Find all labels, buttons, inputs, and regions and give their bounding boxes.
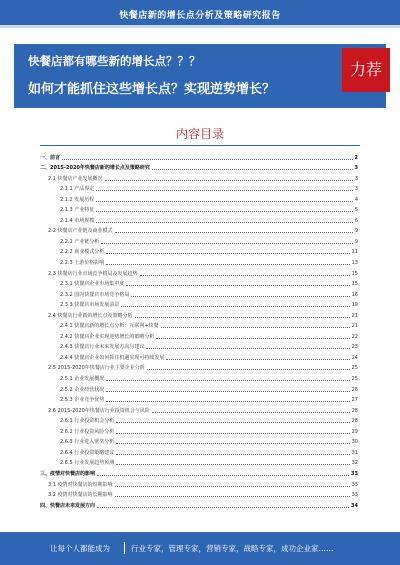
toc-leader-dots <box>121 306 349 307</box>
toc-leader-dots <box>131 296 349 297</box>
toc-leader-dots <box>106 391 349 392</box>
hero-question-1: 快餐店都有哪些新的增长点？？？ <box>28 54 201 68</box>
toc-entry[interactable] <box>40 308 358 319</box>
toc-leader-dots <box>126 285 349 286</box>
toc-entry-label: 2.5 2015-2020年快餐店行业主要企业分析 <box>48 365 145 372</box>
toc-leader-dots <box>105 180 353 181</box>
toc-entry-label: 2.4.1 快餐店新的增长点分析：互联网+快餐 <box>60 323 159 330</box>
toc-leader-dots <box>166 359 349 360</box>
toc-entry[interactable] <box>40 171 358 182</box>
toc-entry[interactable] <box>40 203 358 214</box>
toc-entry-page: 9 <box>354 228 358 235</box>
toc-entry[interactable] <box>40 161 358 172</box>
hero-question-2: 如何才能抓住这些增长点？实现逆势增长？ <box>28 82 276 97</box>
toc-entry-label: 2.4.2 快餐店企业实现逆势增长的策略分析 <box>60 333 155 340</box>
toc-leader-dots <box>62 159 353 160</box>
toc-entry[interactable] <box>40 182 358 193</box>
toc-entry-label: 一、前言 <box>40 154 61 161</box>
toc-entry-page: 34 <box>351 502 358 509</box>
toc-entry[interactable] <box>40 319 358 330</box>
footer-separator <box>124 542 125 554</box>
toc-leader-dots <box>116 433 349 434</box>
top-header-bar <box>0 0 400 28</box>
toc-leader-dots <box>116 464 349 465</box>
footer-experts: 行业专家，管理专家，营销专家，战略专家，成功企业家…… <box>131 544 334 553</box>
toc-entry[interactable] <box>40 150 358 161</box>
toc-entry-page: 22 <box>351 333 358 340</box>
toc-leader-dots <box>116 454 349 455</box>
toc-entry-page: 21 <box>351 312 358 319</box>
toc-entry[interactable] <box>40 192 358 203</box>
toc-leader-dots <box>116 422 349 423</box>
toc-entry-page: 28 <box>351 407 358 414</box>
toc-entry-page: 21 <box>351 323 358 330</box>
toc-entry-label: 2.1.1 产品界定 <box>60 186 95 193</box>
toc-entry-label: 2.2 快餐店产业链及商业模式 <box>48 228 113 235</box>
toc-entry[interactable] <box>40 298 358 309</box>
toc-entry[interactable] <box>40 255 358 266</box>
toc-entry-label: 2.6.5 行业发展趋势预测 <box>60 460 115 467</box>
toc-entry-label: 2.2.1 产业链分析 <box>60 238 100 245</box>
toc-title: 内容目录 <box>175 127 224 141</box>
recommend-badge: 力荐 <box>342 48 390 92</box>
toc-entry-page: 13 <box>351 260 358 267</box>
toc-entry-page: 16 <box>351 291 358 298</box>
toc-entry-page: 5 <box>354 207 358 214</box>
toc-entry-label: 2.4.3 快餐店行业未来发展方向与建议 <box>60 344 145 351</box>
toc-entry-page: 25 <box>351 365 358 372</box>
toc-entry-page: 25 <box>351 376 358 383</box>
toc-entry-label: 2.5.3 企业竞争优势 <box>60 397 105 404</box>
toc-entry-label: 四、快餐店未来发展方向 <box>40 502 96 509</box>
toc-entry-page: 33 <box>351 492 358 499</box>
toc-leader-dots <box>135 317 350 318</box>
toc-entry-label: 2.3.3 快餐店市场发展前景 <box>60 302 120 309</box>
toc-leader-dots <box>96 211 353 212</box>
toc-entry[interactable] <box>40 361 358 372</box>
toc-entry-label: 2.1 快餐店产业发展概况 <box>48 175 103 182</box>
toc-leader-dots <box>106 401 349 402</box>
toc-divider <box>40 145 360 146</box>
toc-entry[interactable] <box>40 435 358 446</box>
toc-entry-label: 2.1.3 产业特征 <box>60 207 95 214</box>
toc-entry-page: 33 <box>351 470 358 477</box>
toc-entry[interactable] <box>40 266 358 277</box>
toc-entry-label: 3.2 疫情对快餐店的长期影响 <box>48 492 113 499</box>
toc-entry-page: 28 <box>351 418 358 425</box>
toc-entry-page: 2 <box>354 154 358 161</box>
toc-entry-page: 27 <box>351 397 358 404</box>
toc-leader-dots <box>156 338 349 339</box>
toc-entry-label: 2.4.4 快餐店企业如何抓住机遇实现可持续发展 <box>60 354 165 361</box>
toc-leader-dots <box>115 496 350 497</box>
toc-entry[interactable] <box>40 403 358 414</box>
toc-entry-label: 2.2.3 上游价格影响 <box>60 260 105 267</box>
toc-entry[interactable] <box>40 277 358 288</box>
toc-entry[interactable] <box>40 245 358 256</box>
toc-entry[interactable] <box>40 234 358 245</box>
toc-entry-page: 3 <box>354 165 358 172</box>
toc-entry-label: 三、疫情对快餐店的影响 <box>40 470 96 477</box>
toc-entry-label: 2.1.2 发展历程 <box>60 196 95 203</box>
toc-entry[interactable] <box>40 350 358 361</box>
toc-entry-label: 2.3 快餐店行业市场竞争格局及发展趋势 <box>48 270 138 277</box>
toc-leader-dots <box>106 253 349 254</box>
toc-entry-page: 32 <box>351 460 358 467</box>
toc-entry[interactable] <box>40 498 358 509</box>
toc-leader-dots <box>96 201 353 202</box>
toc-leader-dots <box>152 169 353 170</box>
toc-entry-label: 2.6.1 行业投资机会分析 <box>60 418 115 425</box>
toc-entry-page: 26 <box>351 386 358 393</box>
toc-entry[interactable] <box>40 382 358 393</box>
toc-entry-label: 2.3.2 国内快餐店市场竞争格局 <box>60 291 130 298</box>
toc-leader-dots <box>152 412 350 413</box>
toc-entry[interactable] <box>40 213 358 224</box>
toc-entry-label: 2.4 快餐店行业新的增长点及策略分析 <box>48 312 133 319</box>
toc-leader-dots <box>96 190 353 191</box>
toc-entry[interactable] <box>40 414 358 425</box>
toc-leader-dots <box>101 243 353 244</box>
toc-entry-label: 2.5.1 企业发展概况 <box>60 376 105 383</box>
toc-entry-page: 24 <box>351 354 358 361</box>
toc-entry[interactable] <box>40 488 358 499</box>
toc-entry-page: 3 <box>354 175 358 182</box>
toc-leader-dots <box>106 380 349 381</box>
toc-leader-dots <box>97 475 349 476</box>
toc-leader-dots <box>106 264 349 265</box>
toc-entry-page: 3 <box>354 186 358 193</box>
toc-entry-page: 9 <box>354 238 358 245</box>
toc-entry-page: 11 <box>351 249 358 256</box>
toc-entry-label: 2.6.2 行业投资风险分析 <box>60 428 115 435</box>
toc-entry[interactable] <box>40 424 358 435</box>
toc-entry-label: 2.6.3 行业进入壁垒分析 <box>60 439 115 446</box>
toc-leader-dots <box>97 507 349 508</box>
toc-leader-dots <box>96 222 353 223</box>
toc-entry-label: 2.5.2 企业经营状况 <box>60 386 105 393</box>
toc-entry-page: 31 <box>351 449 358 456</box>
toc-entry[interactable] <box>40 393 358 404</box>
toc-entry-label: 2.6 2015-2020年快餐店行业投资机会与风险 <box>48 407 150 414</box>
toc-entry-label: 二、2015-2020年快餐店新的增长点及策略研究 <box>40 165 150 172</box>
toc-entry-label: 2.1.4 市场规模 <box>60 217 95 224</box>
toc-entry-page: 4 <box>354 196 358 203</box>
toc-entry-label: 2.3.1 快餐店企业市场集中度 <box>60 281 125 288</box>
footer-bar <box>0 532 400 565</box>
table-of-contents <box>40 150 358 509</box>
toc-leader-dots <box>140 275 350 276</box>
toc-entry-page: 19 <box>351 302 358 309</box>
toc-entry-page: 29 <box>351 428 358 435</box>
toc-leader-dots <box>115 232 353 233</box>
toc-entry[interactable] <box>40 340 358 351</box>
toc-leader-dots <box>115 486 350 487</box>
toc-entry[interactable] <box>40 445 358 456</box>
toc-entry-page: 15 <box>351 270 358 277</box>
toc-leader-dots <box>146 348 349 349</box>
toc-entry[interactable] <box>40 224 358 235</box>
report-title: 快餐店新的增长点分析及策略研究报告 <box>119 11 281 21</box>
toc-entry[interactable] <box>40 371 358 382</box>
toc-entry-page: 33 <box>351 481 358 488</box>
toc-entry-page: 6 <box>354 217 358 224</box>
toc-entry-page: 23 <box>351 344 358 351</box>
toc-entry-page: 15 <box>351 281 358 288</box>
toc-leader-dots <box>147 369 350 370</box>
toc-entry[interactable] <box>40 466 358 477</box>
toc-entry[interactable] <box>40 456 358 467</box>
toc-entry[interactable] <box>40 329 358 340</box>
toc-entry[interactable] <box>40 287 358 298</box>
toc-entry-label: 3.1 疫情对快餐店的短期影响 <box>48 481 113 488</box>
toc-entry-label: 2.6.4 行业投资策略建议 <box>60 449 115 456</box>
toc-entry[interactable] <box>40 477 358 488</box>
toc-leader-dots <box>161 327 350 328</box>
hero-banner <box>14 44 386 108</box>
footer-slogan: 让每个人都能成为 <box>50 544 110 553</box>
toc-leader-dots <box>116 443 349 444</box>
toc-entry-label: 2.2.2 商业模式分析 <box>60 249 105 256</box>
toc-entry-page: 30 <box>351 439 358 446</box>
